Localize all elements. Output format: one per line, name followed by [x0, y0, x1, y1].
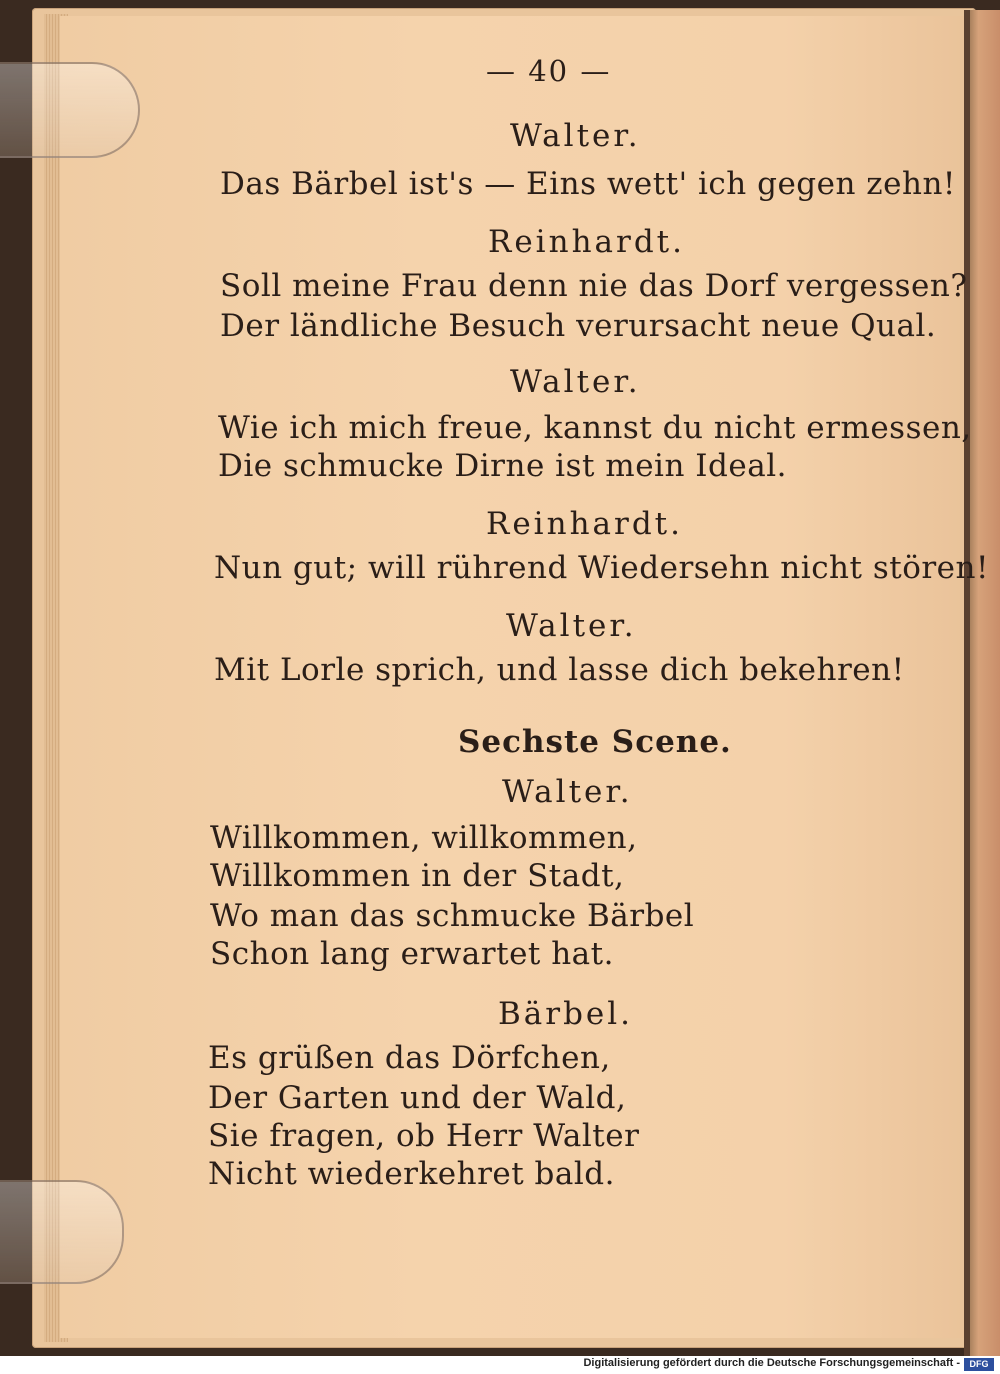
speaker-label: Walter. [502, 774, 633, 810]
verse-line: Der ländliche Besuch verursacht neue Qual. [220, 308, 937, 344]
dfg-logo: DFG [964, 1358, 994, 1371]
speaker-label: Bärbel. [498, 996, 634, 1032]
speaker-label: Walter. [510, 118, 641, 154]
verse-line: Willkommen in der Stadt, [210, 858, 625, 894]
verse-line: Wie ich mich freue, kannst du nicht ermessen, [218, 410, 972, 446]
verse-line: Soll meine Frau denn nie das Dorf vergessen? [220, 268, 968, 304]
verse-line: Schon lang erwartet hat. [210, 936, 614, 972]
verse-line: Nicht wiederkehret bald. [208, 1156, 615, 1192]
verse-line: Sie fragen, ob Herr Walter [208, 1118, 640, 1154]
verse-line: Mit Lorle sprich, und lasse dich bekehren! [214, 652, 905, 688]
scene-title: Sechste Scene. [458, 724, 732, 760]
page-clip-bottom [0, 1180, 124, 1284]
funding-notice: Digitalisierung gefördert durch die Deutsche Forschungsgemeinschaft - [583, 1357, 960, 1369]
verse-line: Das Bärbel ist's — Eins wett' ich gegen zehn! [220, 166, 956, 202]
footer-bar [0, 1356, 1000, 1374]
facing-page-edge [964, 10, 1000, 1356]
page-clip-top [0, 62, 140, 158]
verse-line: Wo man das schmucke Bärbel [210, 898, 695, 934]
verse-line: Nun gut; will rührend Wiedersehn nicht stören! [214, 550, 989, 586]
verse-line: Die schmucke Dirne ist mein Ideal. [218, 448, 787, 484]
verse-line: Willkommen, willkommen, [210, 820, 638, 856]
speaker-label: Reinhardt. [488, 224, 685, 260]
speaker-label: Walter. [510, 364, 641, 400]
page-number: — 40 — [486, 54, 612, 88]
speaker-label: Reinhardt. [486, 506, 683, 542]
speaker-label: Walter. [506, 608, 637, 644]
verse-line: Der Garten und der Wald, [208, 1080, 627, 1116]
verse-line: Es grüßen das Dörfchen, [208, 1040, 611, 1076]
